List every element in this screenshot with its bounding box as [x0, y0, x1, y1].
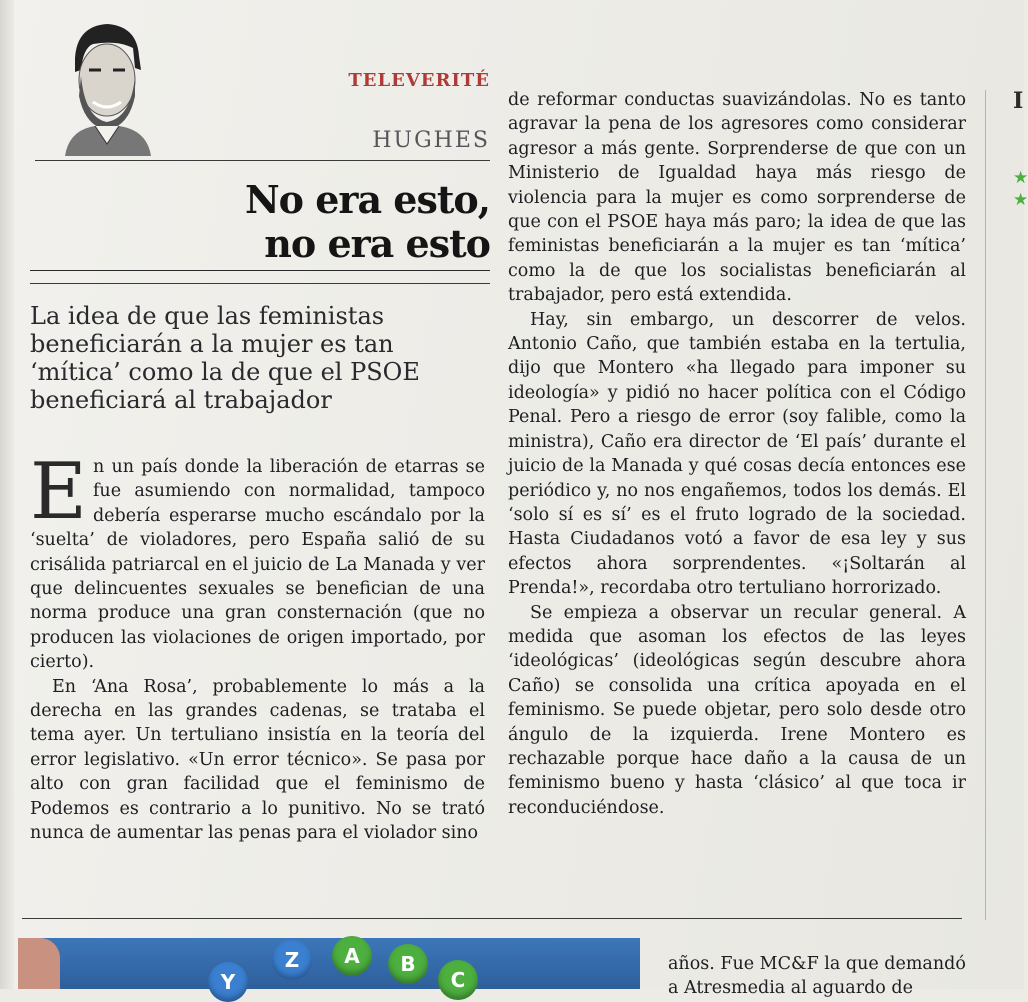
adjacent-star-icon: ★ — [1013, 190, 1028, 210]
article-column-1 — [30, 447, 485, 846]
section-tag: TELEVERITÉ — [348, 70, 490, 91]
letter-bubble-icon: Y — [208, 962, 248, 1002]
paragraph: En ‘Ana Rosa’, probablemente lo más a la derecha en las grandes cadenas, se trataba el tema ayer. Un tertuliano insistía en la teoría del error legislativo. «Un error técnico». Se pasa por alto con gran facilidad que el feminismo de Podemos es contrario a lo punitivo. No se trató nunca de aumentar las penas para el violador sino — [30, 676, 485, 844]
headline-line-1: No era esto, — [244, 177, 490, 222]
adjacent-column-fragment: I — [1013, 88, 1024, 114]
letter-bubble-icon: B — [388, 944, 428, 984]
byline-rule — [35, 160, 490, 161]
presenter-hand — [18, 938, 60, 989]
headline-rule-2 — [30, 283, 490, 284]
author-portrait — [55, 18, 155, 156]
drop-cap: E — [30, 447, 87, 537]
next-article-text: años. Fue MC&F la que demandó a Atresmedia al aguardo de — [668, 954, 966, 998]
letter-bubble-icon: A — [332, 936, 372, 976]
letter-bubble-icon: Z — [272, 940, 312, 980]
headline-rule — [30, 270, 490, 271]
page-fold-shadow — [0, 0, 14, 989]
column-divider — [985, 90, 986, 920]
section-bottom-rule — [22, 918, 962, 919]
paragraph: Hay, sin embargo, un descorrer de velos. Antonio Caño, que también estaba en la tertulia, dijo que Montero «ha llegado para imponer su ideología» y pidió no hacer política con el Código Penal. Pero a riesgo de error (soy falible, como la ministra), Caño era director de ‘El país’ durante el juicio de la Manada y qué cosas decía entonces ese periódico y, no nos engañemos, todos los demás. El ‘solo sí es sí’ es el fruto logrado de la sociedad. Hasta Ciudadanos votó a favor de esa ley y sus efectos ahora sorprendentes. «¡Soltarán al Prenda!», recordaba otro tertuliano horrorizado. — [508, 309, 966, 599]
paragraph: Se empieza a observar un recular general. A medida que asoman los efectos de las leyes ‘ideológicas’ (ideológicas según descubre ahora Caño) se consolida una crítica apoyada en el feminismo. Se puede objetar, pero solo desde otro ángulo de la izquierda. Irene Montero es rechazable porque hace daño a la causa de un feminismo bueno y hasta ‘clásico’ al que toca ir reconduciéndose. — [508, 602, 966, 818]
paragraph — [30, 447, 485, 675]
paragraph-text: n un país donde la liberación de etarras se fue asumiendo con normalidad, tampoco debería esperarse mucho escándalo por la ‘suelta’ de violadores, pero España salió de su crisálida patriarcal en el juicio de La Manada y ver que delincuentes sexuales se benefician de una norma produce una gran consternación (que no producen las violaciones de origen importado, por cierto). — [30, 457, 485, 673]
standfirst: La idea de que las feministas beneficiarán a la mujer es tan ‘mítica’ como la de que el PSOE beneficiará al trabajador — [30, 302, 420, 414]
author-byline: HUGHES — [372, 128, 490, 153]
paragraph: de reformar conductas suavizándolas. No es tanto agravar la pena de los agresores como considerar agresor a más gente. Sorprenderse de que con un Ministerio de Igualdad haya más riesgo de violencia para la mujer es como sorprenderse de que con el PSOE haya más paro; la idea de que las feministas beneficiarán a la mujer es tan ‘mítica’ como la de que los socialistas beneficiarán al trabajador, pero está extendida. — [508, 90, 966, 306]
headline-line-2: no era esto — [264, 221, 490, 266]
letter-bubble-icon: C — [438, 960, 478, 1000]
tv-show-photo — [18, 938, 640, 994]
article-column-2 — [508, 88, 966, 820]
headline — [160, 178, 490, 266]
adjacent-star-icon: ★ — [1013, 168, 1028, 188]
